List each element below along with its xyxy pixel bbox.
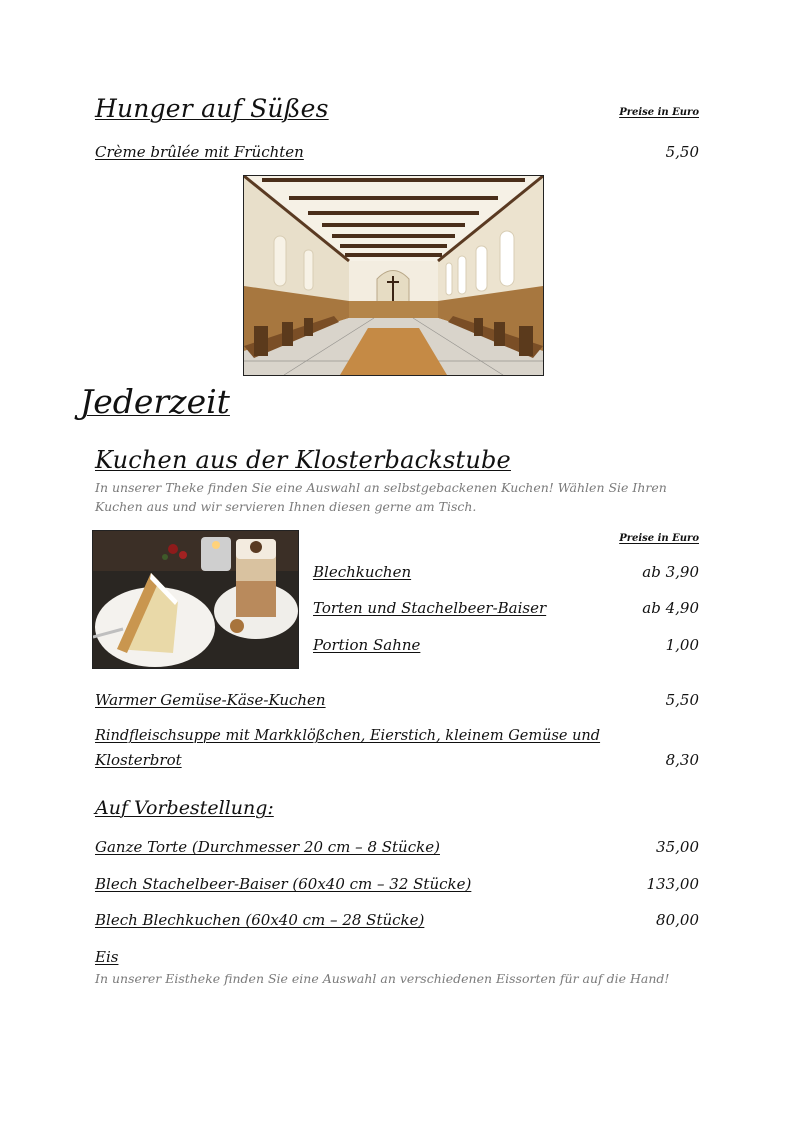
section-title-sweet: Hunger auf Süßes <box>95 94 329 123</box>
refectory-photo-illustration <box>244 176 543 375</box>
menu-item-blechkuchen: Blechkuchen <box>313 563 412 581</box>
menu-price-rindfleischsuppe: 8,30 <box>665 751 699 769</box>
menu-item-sahne: Portion Sahne <box>313 636 421 654</box>
menu-price-blechkuchen: ab 3,90 <box>642 563 699 581</box>
cake-and-coffee-photo <box>92 530 299 669</box>
preorder-item-ganze-torte: Ganze Torte (Durchmesser 20 cm – 8 Stücke) <box>95 838 440 856</box>
menu-item-creme-brulee: Crème brûlée mit Früchten <box>95 143 304 161</box>
cakes-description: In unserer Theke finden Sie eine Auswahl an selbstgebackenen Kuchen! Wählen Sie Ihren Kuchen aus und wir servieren Ihnen diesen gerne am Tisch. <box>95 480 667 514</box>
menu-price-creme-brulee: 5,50 <box>665 143 699 161</box>
preorder-price-ganze-torte: 35,00 <box>656 838 699 856</box>
menu-price-gemuese-kaese-kuchen: 5,50 <box>665 691 699 709</box>
cake-photo-illustration <box>93 531 298 668</box>
menu-item-rindfleischsuppe-line1: Rindfleischsuppe mit Markklößchen, Eierstich, kleinem Gemüse und <box>95 728 601 744</box>
price-note-cakes: Preise in Euro <box>619 533 699 544</box>
section-title-ice: Eis <box>95 948 119 966</box>
price-note-sweet: Preise in Euro <box>619 107 699 118</box>
section-title-anytime: Jederzeit <box>80 382 230 421</box>
menu-price-torten: ab 4,90 <box>642 599 699 617</box>
menu-price-sahne: 1,00 <box>665 636 699 654</box>
preorder-item-blech-blechkuchen: Blech Blechkuchen (60x40 cm – 28 Stücke) <box>95 911 425 929</box>
preorder-price-blech-stachelbeer: 133,00 <box>646 875 699 893</box>
preorder-item-blech-stachelbeer: Blech Stachelbeer-Baiser (60x40 cm – 32 Stücke) <box>95 875 472 893</box>
ice-description: In unserer Eistheke finden Sie eine Auswahl an verschiedenen Eissorten für auf die Hand! <box>95 971 670 986</box>
menu-item-rindfleischsuppe-line2: Klosterbrot <box>95 751 182 769</box>
section-title-preorder: Auf Vorbestellung: <box>95 797 274 819</box>
menu-item-gemuese-kaese-kuchen: Warmer Gemüse-Käse-Kuchen <box>95 691 326 709</box>
menu-item-torten: Torten und Stachelbeer-Baiser <box>313 599 547 617</box>
refectory-photo <box>243 175 544 376</box>
preorder-price-blech-blechkuchen: 80,00 <box>656 911 699 929</box>
section-title-cakes: Kuchen aus der Klosterbackstube <box>95 446 511 474</box>
